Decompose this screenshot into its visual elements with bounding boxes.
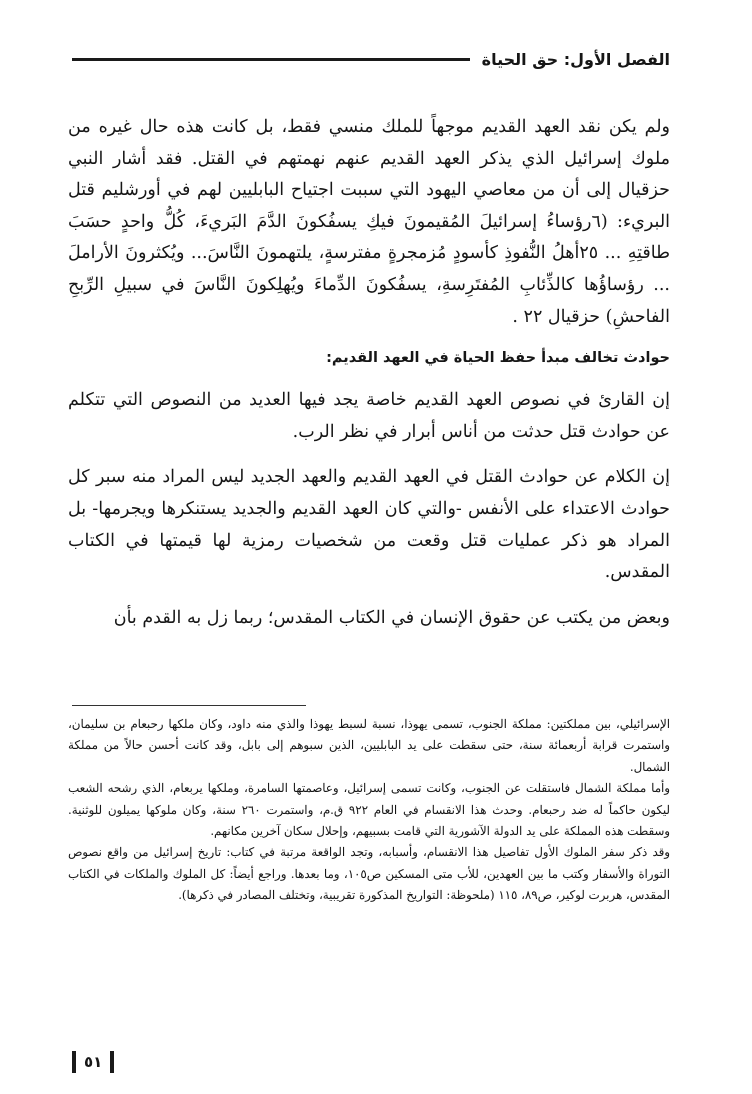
paragraph-reader: إن القارئ في نصوص العهد القديم خاصة يجد فيها العديد من النصوص التي تتكلم عن حوادث قتل حدثت من أناس أبرار في نظر الرب. [68, 390, 670, 442]
page-number-text: ٥١ [84, 1053, 103, 1071]
main-text [68, 112, 670, 634]
footnote-southern-kingdom: الإسرائيلي، بين مملكتين: مملكة الجنوب، تسمى يهوذا، نسبة لسبط يهوذا والذي منه داود، وكان ملكها رحبعام بن سليمان، واستمرت قرابة أربعمائة سنة، حتى سقطت على يد البابليين، الذين سبوهم إلى بابل، وقد كانت أحسن حالاً من مملكة الشمال. [68, 717, 670, 774]
paragraph-ezekiel-quote: ولم يكن نقد العهد القديم موجهاً للملك منسي فقط، بل كانت هذه حال غيره من ملوك إسرائيل الذي يذكر العهد القديم عنهم نهمتهم في القتل. فقد أشار النبي حزقيال إلى أن من معاصي اليهود التي سببت اجتياح البابليين لهم في أورشليم قتل البريء: (٦رؤساءُ إسرائيلَ المُقيمونَ فيكِ يسفُكونَ الدَّمَ البَريءَ، كُلُّ واحدٍ حسَبَ طاقتِهِ ... ٢٥أهلُ النُّفوذِ كأسودٍ مُزمجرةٍ مفترسةٍ، يلتهمونَ النَّاسَ... ويُكثرونَ الأراملَ ... رؤساؤُها كالذِّئابِ المُفتَرِسةِ، يسفُكونَ الدِّماءَ ويُهلِكونَ النَّاسَ في سبيلِ الرِّبحِ الفاحشِ) حزقيال ٢٢ . [68, 117, 671, 327]
header-rule [72, 58, 470, 61]
paragraph-killing-accounts: إن الكلام عن حوادث القتل في العهد القديم والعهد الجديد ليس المراد منه سبر كل حوادث الاعتداء على الأنفس -والتي كان العهد القديم والجديد يستنكرها ويجرمها- بل المراد هو ذكر عمليات قتل وقعت من شخصيات رمزية لها قيمتها في الكتاب المقدس. [68, 467, 670, 583]
running-header [72, 44, 670, 74]
chapter-title: الفصل الأول: حق الحياة [481, 49, 670, 69]
paragraph-human-rights: وبعض من يكتب عن حقوق الإنسان في الكتاب المقدس؛ ربما زل به القدم بأن [113, 607, 670, 628]
footnotes [68, 714, 670, 907]
footnote-northern-kingdom: وأما مملكة الشمال فاستقلت عن الجنوب، وكانت تسمى إسرائيل، وعاصمتها السامرة، وملكها يربعام، الذي رشحه الشعب ليكون حاكماً له ضد رحبعام. وحدث هذا الانقسام في العام ٩٢٢ ق.م، واستمرت ٢٦٠ سنة، وكان ملوكها يميلون للوثنية. وسقطت هذه المملكة على يد الدولة الآشورية التي قامت بسبيهم، وإحلال سكان آخرين مكانهم. [68, 781, 670, 839]
footnote-sources: وقد ذكر سفر الملوك الأول تفاصيل هذا الانقسام، وأسبابه، وتجد الواقعة مرتبة في كتاب: تاريخ إسرائيل من واقع نصوص التوراة والأسفار وكتب ما بين العهدين، للأب متى المسكين ص١٠٥، وما بعدها. وراجع أيضاً: كل الملوك والملكات في الكتاب المقدس، هربرت لوكير، ص٨٩، ١١٥ (ملحوظة: التواريخ المذكورة تقريبية، وتختلف المصادر في ذكرها). [68, 845, 671, 903]
section-heading: حوادث تخالف مبدأ حفظ الحياة في العهد القديم: [326, 350, 670, 367]
page-number-bar-right [110, 1051, 114, 1073]
footnote-separator [72, 705, 306, 706]
page-number [72, 1051, 114, 1073]
